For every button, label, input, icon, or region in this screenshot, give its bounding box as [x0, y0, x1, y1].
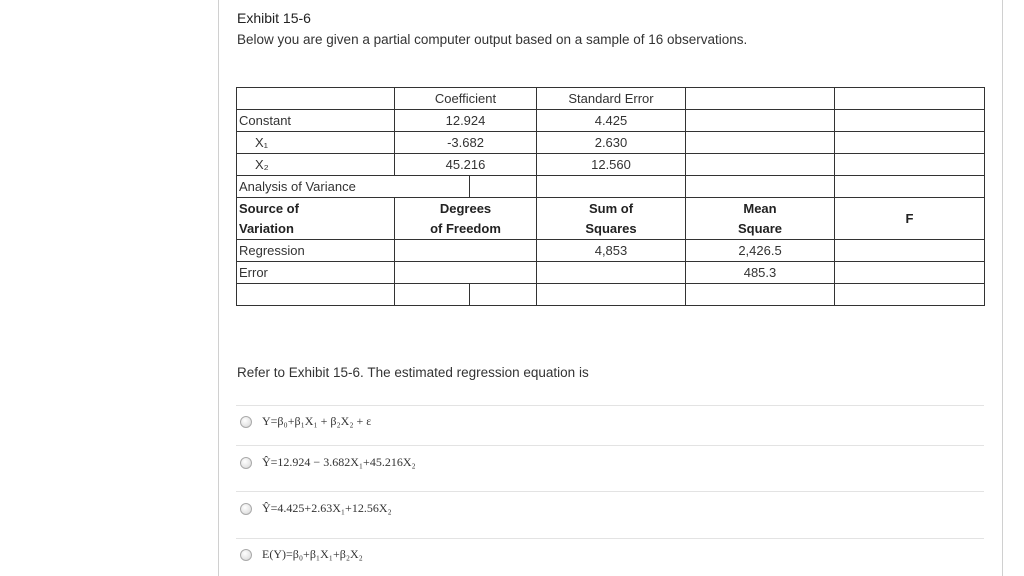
table-cell	[395, 262, 537, 284]
ss-header-line1: Sum of	[588, 200, 634, 216]
ss-value: 4,853	[537, 240, 686, 262]
table-cell	[686, 284, 835, 306]
table-cell	[686, 176, 835, 198]
option-label[interactable]: Ŷ=4.425+2.63X₁+12.56X₂	[262, 501, 392, 515]
exhibit-subtitle: Below you are given a partial computer output based on a sample of 16 observations.	[237, 32, 748, 47]
option-divider	[236, 538, 984, 539]
table-cell	[470, 284, 537, 306]
option-divider	[236, 405, 984, 406]
table-cell	[537, 176, 686, 198]
answer-option-2[interactable]	[240, 455, 416, 470]
row-label: X₂	[237, 154, 395, 176]
source-header-line2: Variation	[239, 220, 294, 236]
answer-option-3[interactable]	[240, 501, 392, 516]
anova-title: Analysis of Variance	[237, 176, 470, 198]
table-row	[237, 240, 985, 262]
option-divider	[236, 445, 984, 446]
table-cell	[686, 110, 835, 132]
source-header	[237, 198, 395, 240]
regression-output-table	[236, 87, 985, 306]
row-label: Constant	[237, 110, 395, 132]
table-row	[237, 132, 985, 154]
answer-option-4[interactable]	[240, 547, 363, 562]
option-divider	[236, 491, 984, 492]
ms-header-line1: Mean	[743, 200, 777, 216]
table-cell	[686, 88, 835, 110]
table-cell	[686, 154, 835, 176]
radio-button[interactable]	[240, 503, 252, 515]
ms-value: 2,426.5	[686, 240, 835, 262]
option-label[interactable]: Ŷ=12.924 − 3.682X₁+45.216X₂	[262, 455, 416, 469]
std-error-value: 12.560	[537, 154, 686, 176]
std-error-value: 4.425	[537, 110, 686, 132]
coefficient-value: -3.682	[395, 132, 537, 154]
table-cell	[835, 110, 985, 132]
table-row	[237, 262, 985, 284]
coefficient-value: 12.924	[395, 110, 537, 132]
table-cell	[537, 284, 686, 306]
coefficient-header: Coefficient	[395, 88, 537, 110]
anova-row-label: Regression	[237, 240, 395, 262]
table-cell	[835, 154, 985, 176]
table-cell	[686, 132, 835, 154]
right-divider	[1002, 0, 1003, 576]
radio-button[interactable]	[240, 416, 252, 428]
left-divider	[218, 0, 219, 576]
f-header: F	[835, 198, 985, 240]
radio-button[interactable]	[240, 457, 252, 469]
table-cell	[835, 88, 985, 110]
anova-title-row	[237, 176, 985, 198]
answer-option-1[interactable]	[240, 414, 371, 429]
table-cell	[835, 132, 985, 154]
table-cell	[835, 240, 985, 262]
row-label: X₁	[237, 132, 395, 154]
exhibit-title: Exhibit 15-6	[237, 10, 311, 26]
std-error-value: 2.630	[537, 132, 686, 154]
table-cell	[835, 176, 985, 198]
ss-header	[537, 198, 686, 240]
ms-value: 485.3	[686, 262, 835, 284]
table-cell	[835, 284, 985, 306]
table-row	[237, 110, 985, 132]
radio-button[interactable]	[240, 549, 252, 561]
coefficient-value: 45.216	[395, 154, 537, 176]
std-error-header: Standard Error	[537, 88, 686, 110]
table-cell	[395, 240, 537, 262]
anova-header-row	[237, 198, 985, 240]
option-label[interactable]: Y=β₀+β₁X₁ + β₂X₂ + ε	[262, 414, 372, 428]
anova-row-label: Error	[237, 262, 395, 284]
table-cell	[470, 176, 537, 198]
df-header-line2: of Freedom	[430, 220, 501, 236]
table-cell	[835, 262, 985, 284]
table-row	[237, 154, 985, 176]
ms-header-line2: Square	[737, 220, 783, 236]
source-header-line1: Source of	[239, 200, 299, 216]
table-row	[237, 284, 985, 306]
ms-header	[686, 198, 835, 240]
question-text: Refer to Exhibit 15-6. The estimated regression equation is	[237, 365, 589, 380]
ss-value	[537, 262, 686, 284]
df-header	[395, 198, 537, 240]
df-header-line1: Degrees	[439, 200, 492, 216]
option-label[interactable]: E(Y)=β₀+β₁X₁+β₂X₂	[262, 547, 363, 561]
table-header-row	[237, 88, 985, 110]
table-cell	[237, 284, 395, 306]
ss-header-line2: Squares	[585, 220, 637, 236]
table-cell	[237, 88, 395, 110]
table-cell	[395, 284, 470, 306]
